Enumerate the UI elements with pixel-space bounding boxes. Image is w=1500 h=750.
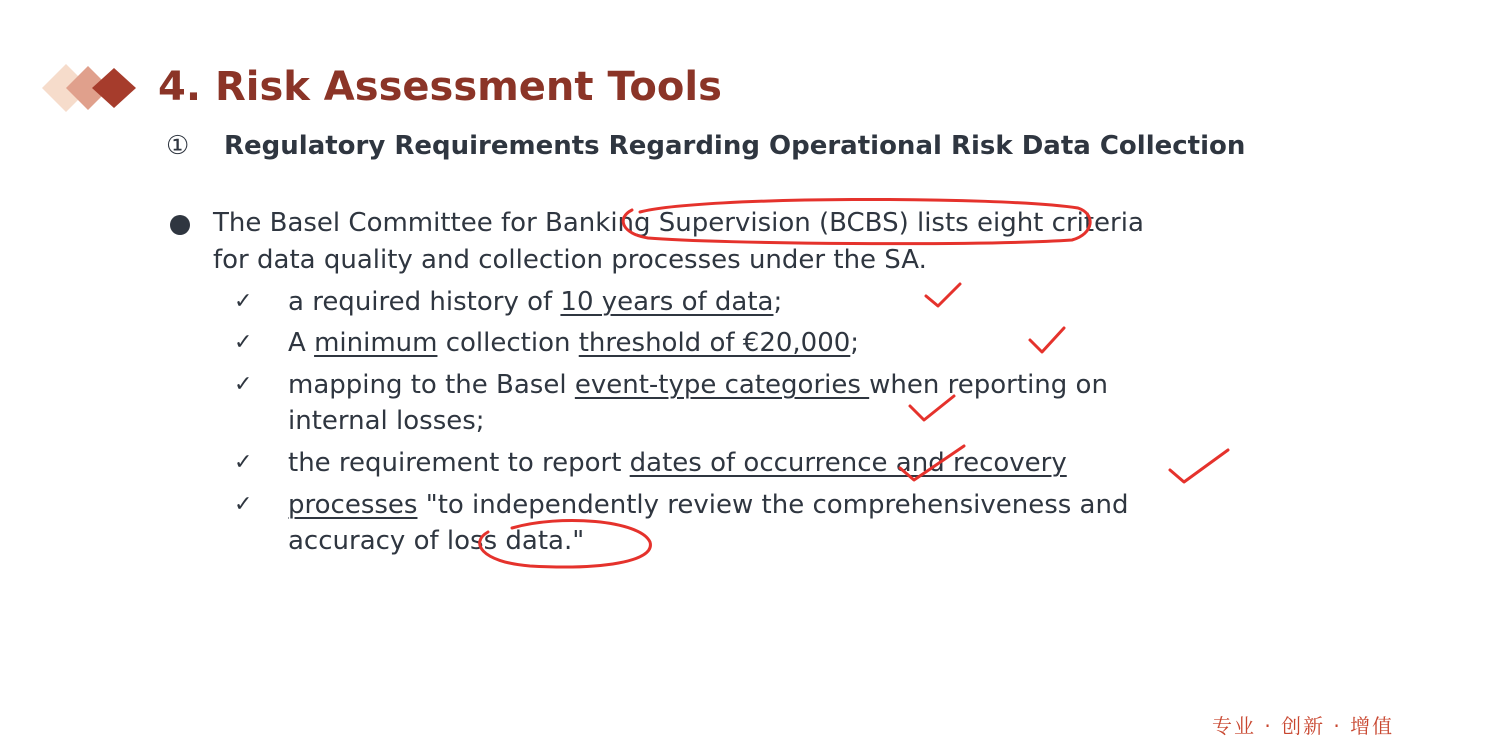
- diamond-icon: [38, 60, 148, 116]
- check-icon: ✓: [234, 372, 253, 397]
- criterion-text: when reporting on: [869, 370, 1108, 400]
- loss-data-highlight: loss data.": [446, 526, 585, 556]
- check-mark-annotation: [926, 284, 960, 306]
- underlined-text: dates of occurrence and recovery: [629, 448, 1067, 478]
- criterion-text: ;: [773, 287, 783, 317]
- criterion-text: ;: [850, 328, 860, 358]
- criterion-text: "to independently review the comprehensiveness and: [417, 490, 1129, 520]
- subheading: [166, 128, 1286, 164]
- check-icon: ✓: [234, 492, 253, 517]
- check-mark-annotation: [1030, 328, 1064, 352]
- criterion-5: [288, 487, 1128, 523]
- bullet-line-1: [213, 205, 1144, 241]
- criterion-text: mapping to the Basel: [288, 370, 575, 400]
- check-icon: ✓: [234, 450, 253, 475]
- underlined-text: minimum: [314, 328, 438, 358]
- check-icon: ✓: [234, 289, 253, 314]
- criterion-4: [288, 445, 1067, 481]
- underlined-text: 10 years of data: [560, 287, 774, 317]
- bullet-text: The Basel Committee for: [213, 208, 546, 238]
- footer-slogan: 专业 · 创新 · 增值: [1212, 714, 1395, 738]
- bullet-text: lists eight criteria: [908, 208, 1144, 238]
- criterion-text: A: [288, 328, 315, 358]
- criterion-text: collection: [437, 328, 579, 358]
- criterion-1: [288, 284, 782, 320]
- circled-number-one: ①: [166, 131, 190, 161]
- underlined-text: threshold of €20,000: [578, 328, 851, 358]
- slide-title: 4. Risk Assessment Tools: [158, 64, 722, 110]
- bullet-dot-icon: [170, 215, 190, 235]
- criterion-3-line-2: internal losses;: [288, 406, 485, 436]
- bullet-line-2: for data quality and collection processes under the SA.: [213, 245, 927, 275]
- criterion-5-line-2: [288, 523, 584, 559]
- criterion-text: the requirement to report: [288, 448, 630, 478]
- check-mark-annotation: [1170, 450, 1228, 482]
- underlined-text: event-type categories: [574, 370, 870, 400]
- criterion-2: [288, 325, 859, 361]
- bcbs-highlight: Banking Supervision (BCBS): [545, 208, 909, 238]
- underlined-text: processes: [288, 490, 418, 520]
- criterion-3: [288, 367, 1108, 403]
- criterion-text: accuracy of: [288, 526, 447, 556]
- check-icon: ✓: [234, 330, 253, 355]
- subheading-text: Regulatory Requirements Regarding Operational Risk Data Collection: [224, 131, 1246, 161]
- criterion-text: a required history of: [288, 287, 561, 317]
